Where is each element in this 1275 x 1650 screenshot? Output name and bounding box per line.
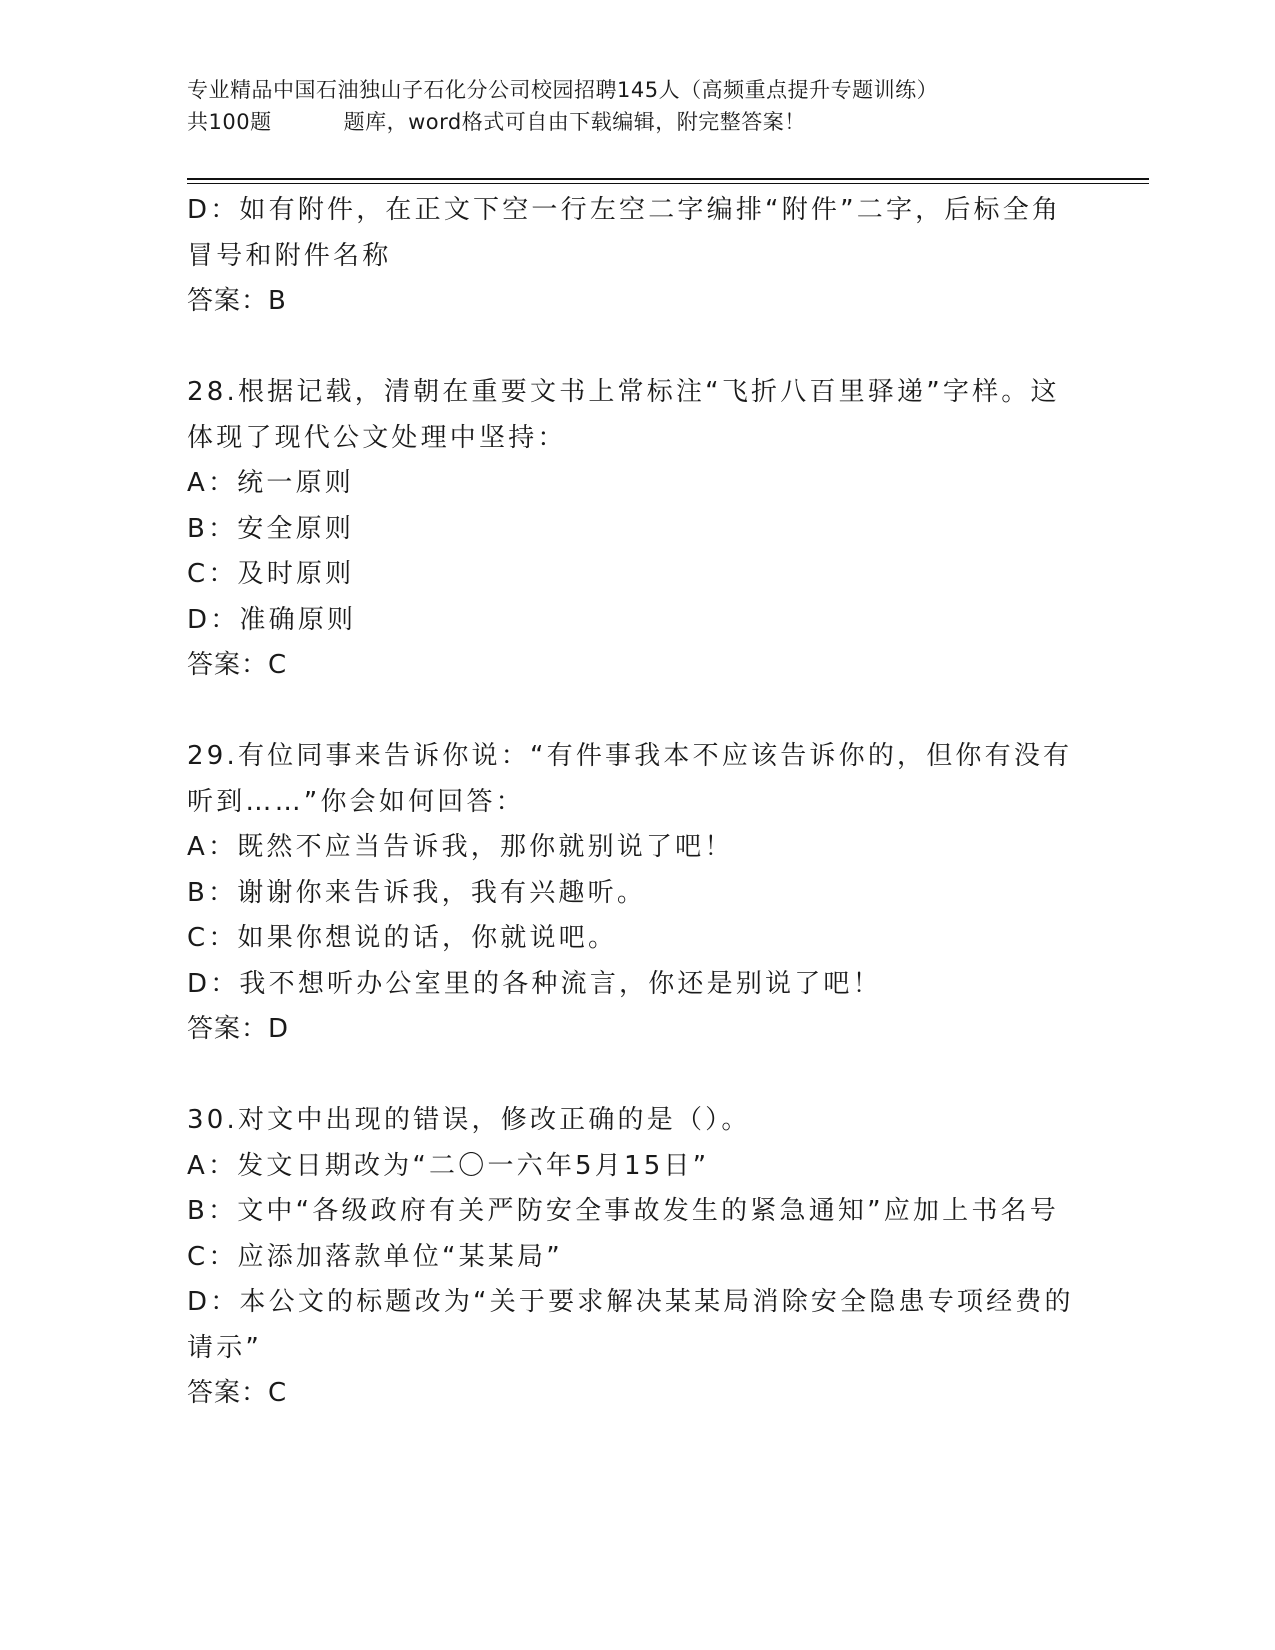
q30-option-c: C：应添加落款单位“某某局” [187,1241,563,1272]
question-29 [187,734,1073,1053]
q27-option-d-cont: 冒号和附件名称 [187,240,392,271]
q29-option-a: A：既然不应当告诉我，那你就别说了吧！ [187,832,734,862]
q30-stem: 30.对文中出现的错误，修改正确的是（）。 [187,1105,751,1135]
q29-option-b: B：谢谢你来告诉我，我有兴趣听。 [187,877,647,908]
header-title-line: 专业精品中国石油独山子石化分公司校园招聘145人（高频重点提升专题训练） [187,78,939,102]
q27-answer: 答案：B [187,286,287,316]
header-description: 题库，word格式可自由下载编辑，附完整答案！ [343,110,806,134]
q30-answer: 答案：C [187,1378,288,1408]
q29-option-c: C：如果你想说的话，你就说吧。 [187,923,618,953]
q30-option-b: B：文中“各级政府有关严防安全事故发生的紧急通知”应加上书名号 [187,1196,1059,1226]
q29-stem-cont: 听到……”你会如何回答： [187,786,525,817]
question-content [187,188,1074,1417]
q28-answer: 答案：C [187,650,288,680]
q29-stem: 29.有位同事来告诉你说：“有件事我本不应该告诉你的，但你有没有 [187,741,1073,771]
q29-option-d: D：我不想听办公室里的各种流言，你还是别说了吧！ [187,968,882,999]
header-rule-thin [187,183,1149,184]
q28-option-c: C：及时原则 [187,559,355,589]
q30-option-d: D：本公文的标题改为“关于要求解决某某局消除安全隐患专项经费的 [187,1287,1074,1317]
q29-answer: 答案：D [187,1014,290,1044]
page-header [187,74,1147,138]
q27-option-d: D：如有附件，在正文下空一行左空二字编排“附件”二字，后标全角 [187,195,1062,225]
question-27-tail [187,188,1067,325]
question-30 [187,1098,1074,1417]
header-question-count: 共100题 [187,110,272,134]
header-subtitle-line [187,106,1147,138]
header-rule-thick [187,178,1149,180]
q28-option-b: B：安全原则 [187,513,355,544]
q30-option-a: A：发文日期改为“二〇一六年5月15日” [187,1150,710,1181]
q28-stem-cont: 体现了现代公文处理中坚持： [187,422,567,453]
q30-option-d-cont: 请示” [187,1332,263,1363]
q28-option-d: D：准确原则 [187,604,357,635]
q28-stem: 28.根据记载，清朝在重要文书上常标注“飞折八百里驿递”字样。这 [187,377,1060,407]
question-28 [187,370,1067,689]
q28-option-a: A：统一原则 [187,468,354,498]
